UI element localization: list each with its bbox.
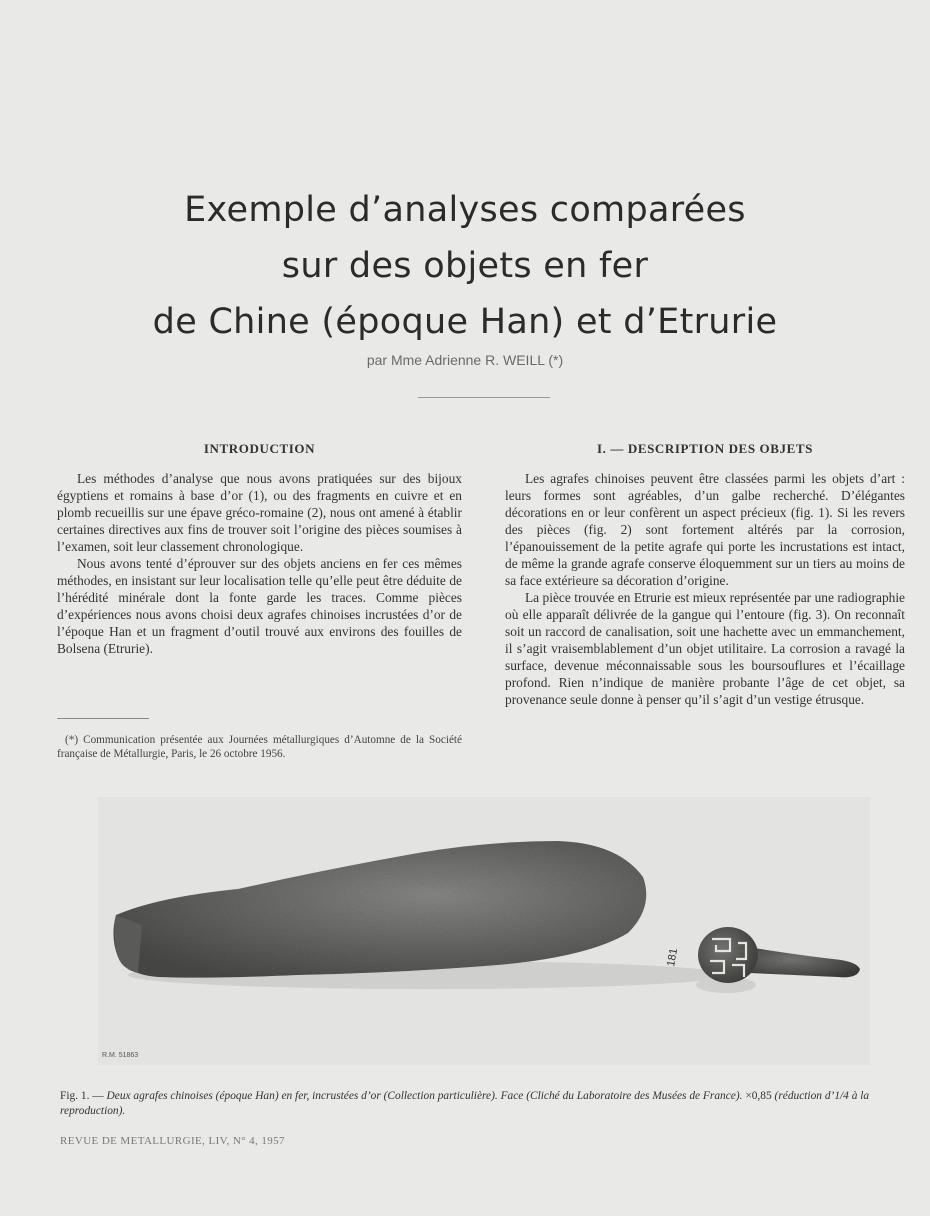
caption-scale: ×0,85	[742, 1090, 775, 1102]
small-clasp-stem	[748, 947, 860, 977]
footnote-divider	[57, 718, 149, 719]
large-clasp	[113, 841, 646, 978]
photo-stamp: R.M. 51863	[102, 1052, 139, 1059]
section-heading-description: I. — DESCRIPTION DES OBJETS	[597, 441, 813, 456]
large-clasp-end	[114, 915, 142, 973]
description-paragraph-1: Les agrafes chinoises peuvent être classées parmi les objets d’art : leurs formes sont agréables, d’un galbe recherché. D’élégantes décorations en or leur confèrent un aspect précieux (fig. 1). Si les revers des pièces (fig. 2) sont fortement altérés par la corrosion, l’épanouissement de la petite agrafe qui porte les incrustations est intact, de même la grande agrafe conserve éloquemment sur un tiers au moins de sa face extérieure sa décoration d’origine.	[505, 471, 905, 588]
title-divider	[418, 397, 550, 398]
caption-prefix: Fig. 1. —	[60, 1090, 107, 1102]
object-number-label: 181	[665, 947, 681, 968]
footnote: (*) Communication présentée aux Journées métallurgiques d’Automne de la Société française de Métallurgie, Paris, le 26 octobre 1956.	[57, 734, 462, 760]
author-line: par Mme Adrienne R. WEILL (*)	[366, 352, 564, 368]
iron-clasps-illustration	[98, 797, 870, 1065]
figure-1-photo	[98, 797, 870, 1065]
figure-caption	[60, 1089, 900, 1119]
intro-paragraph-2: Nous avons tenté d’éprouver sur des objets anciens en fer ces mêmes méthodes, en insistant sur leur localisation telle qu’elle peut être déduite de l’hérédité minérale dont la fonte garde les traces. Comme pièces d’expériences nous avons choisi deux agrafes chinoises incrustées d’or de l’époque Han et un fragment d’outil trouvé aux environs des fouilles de Bolsena (Etrurie).	[57, 556, 462, 656]
journal-footer: REVUE DE METALLURGIE, LIV, N° 4, 1957	[60, 1135, 285, 1147]
title-line-3: de Chine (époque Han) et d’Etrurie	[152, 302, 778, 342]
section-heading-introduction: INTRODUCTION	[203, 441, 316, 456]
right-column	[505, 470, 905, 708]
caption-italic: Deux agrafes chinoises (époque Han) en fer, incrustées d’or (Collection particulière). Face (Cliché du Laboratoire des Musées de France).	[106, 1090, 743, 1102]
article-title	[60, 182, 870, 350]
title-line-1: Exemple d’analyses comparées	[184, 190, 746, 230]
intro-paragraph-1: Les méthodes d’analyse que nous avons pratiquées sur des bijoux égyptiens et romains à base d’or (1), ou des fragments en cuivre et en plomb recueillis sur une épave gréco-romaine (2), nous ont amené à établir certaines directives aux fins de trouver soit l’origine des pièces soumises à l’examen, soit leur classement chronologique.	[57, 471, 462, 554]
small-clasp-head	[698, 927, 758, 983]
left-column	[57, 470, 462, 657]
title-line-2: sur des objets en fer	[281, 246, 649, 286]
description-paragraph-2: La pièce trouvée en Etrurie est mieux représentée par une radiographie où elle apparaît délivrée de la gangue qui l’entoure (fig. 3). On reconnaît soit un raccord de canalisation, soit une hachette avec un emmanchement, il s’agit vraisemblablement d’un objet utilitaire. La corrosion a ravagé la surface, devenue méconnaissable sous les boursouflures et l’écaillage profond. Rien n’indique de manière probante l’âge de cet objet, sa provenance seule donne à penser qu’il s’agit d’un vestige étrusque.	[505, 590, 905, 707]
caption-italic-end: (réduction d’1/4 à la reproduction).	[60, 1090, 870, 1117]
